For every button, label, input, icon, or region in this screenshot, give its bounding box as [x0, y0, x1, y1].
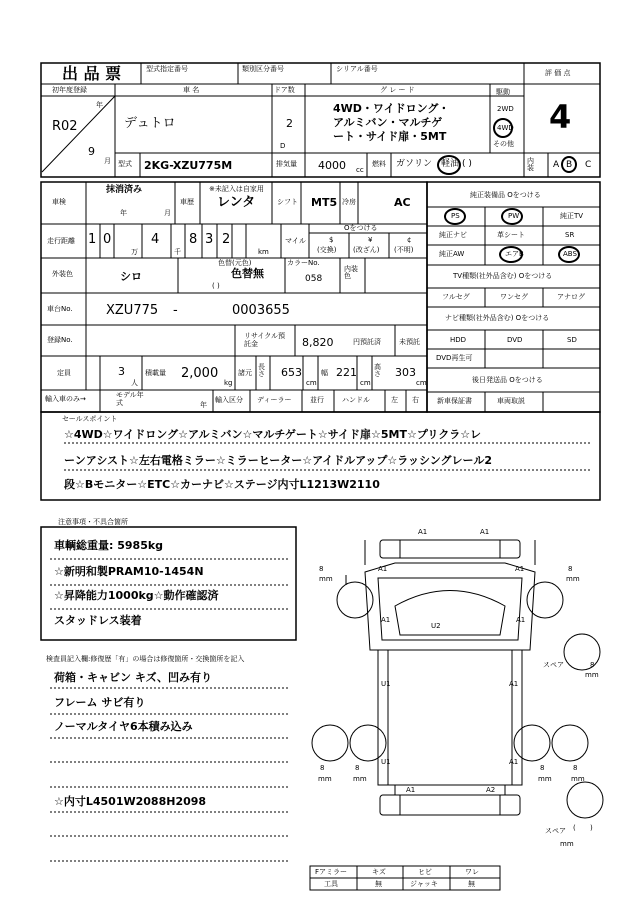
reg-label: 初年度登録 [52, 86, 87, 94]
odo-3-note: (不明) [394, 246, 414, 254]
odo-2-note: (改ざん) [353, 246, 380, 254]
recycle-label: リサイクル預託金 [244, 332, 286, 349]
mileage-man: 万 [131, 248, 138, 256]
month-unit: 月 [104, 157, 111, 165]
doors-value: 2 [286, 117, 293, 130]
equip-aw: 純正AW [439, 250, 465, 258]
spare-2-unit: mm [560, 840, 574, 848]
height-unit: cm [416, 379, 427, 387]
usage-note: ※未記入は自家用 [209, 185, 264, 193]
dmg-rear-right: A2 [486, 786, 496, 794]
mileage-label: 走行距離 [47, 237, 75, 245]
int-color-label: 内装色 [344, 265, 358, 280]
note-1: 車輌総重量: 5985kg [54, 539, 164, 552]
year-unit: 年 [96, 101, 103, 109]
capacity-value: 3 [118, 365, 125, 378]
interior-label: 内装 [527, 157, 534, 172]
equip-tv: 純正TV [560, 212, 584, 220]
after-warranty: 新車保証書 [437, 397, 472, 405]
equip-navi: 純正ナビ [439, 231, 467, 239]
import-label: 輸入車のみ→ [45, 395, 86, 403]
notes-title: 注意事項・不具合箇所 [58, 518, 128, 526]
sales-label: セールスポイント [62, 415, 118, 423]
serial-label: シリアル番号 [336, 65, 378, 73]
recolor-label: 色替(元色) [218, 259, 252, 267]
mileage-km: km [258, 248, 269, 256]
tire-fl-unit: mm [319, 575, 333, 583]
disp-label: 排気量 [276, 160, 297, 168]
equip-pw-circle [501, 208, 523, 225]
drive-2wd: 2WD [497, 105, 514, 113]
shift-label: シフト [277, 198, 298, 206]
dmg-front-left: A1 [418, 528, 428, 536]
colorno-value: 058 [305, 274, 323, 284]
ac-label: 冷房 [342, 198, 356, 206]
mileage-d4: 8 [189, 232, 198, 247]
dmg-cab-right: A1 [515, 565, 525, 573]
model-value: 2KG-XZU775M [144, 159, 233, 172]
colorno-label: カラーNo. [287, 259, 320, 267]
disp-value: 4000 [318, 159, 346, 172]
note-2: ☆新明和製PRAM10-1454N [54, 565, 204, 578]
legend-crack: ヒビ [418, 868, 432, 876]
color-value: シロ [120, 270, 142, 283]
score-value: 4 [549, 98, 572, 136]
length-label: 長さ [258, 363, 265, 378]
capacity-label: 定員 [57, 369, 71, 377]
interior-c: C [585, 160, 592, 170]
equip-pw: PW [508, 212, 520, 220]
car-name: デュトロ [124, 116, 176, 131]
regno-label: 登録No. [47, 336, 73, 344]
equip-title: 純正装備品 Oをつける [470, 191, 541, 199]
after-title: 後日発送品 Oをつける [472, 376, 543, 384]
tv-fullseg: フルセグ [442, 293, 470, 301]
odo-2-sym: ¥ [368, 236, 373, 244]
inspect-label: 車検 [52, 198, 66, 206]
name-label: 車 名 [183, 86, 200, 94]
spare-2-label: スペア [545, 827, 566, 835]
spare-2-bracket-close: ) [590, 824, 593, 832]
class-label: 類別区分番号 [242, 65, 284, 73]
doors-label: ドア数 [274, 86, 295, 94]
tv-oneseg: ワンセグ [500, 293, 528, 301]
inspect-value: 抹消済み [106, 185, 143, 195]
inspector-3: ノーマルタイヤ6本積み込み [54, 720, 193, 733]
disp-unit: cc [356, 166, 364, 174]
note-4: スタッドレス装着 [54, 614, 142, 627]
recycle-not: 未預託 [399, 338, 420, 346]
equip-sr: SR [565, 231, 575, 239]
chassis-a: XZU775 [106, 303, 159, 318]
chassis-dash: - [173, 303, 178, 318]
mileage-d1: 1 [88, 232, 97, 247]
note-3: ☆昇降能力1000kg☆動作確認済 [54, 589, 219, 602]
sales-line-1: ☆4WD☆ワイドロング☆アルミバン☆マルチゲート☆サイド扉☆5MT☆プリクラ☆レ [64, 428, 482, 441]
tire-fr-unit: mm [566, 575, 580, 583]
navi-title: ナビ種類(社外品含む) Oをつける [445, 314, 550, 322]
grade-line-1: 4WD・ワイドロング・ [333, 102, 450, 115]
tv-title: TV種類(社外品含む) Oをつける [453, 272, 553, 280]
odo-label: Oをつける [344, 224, 378, 232]
fuel-diesel: 軽油 [441, 159, 460, 169]
sales-line-2: ーンアシスト☆左右電格ミラー☆ミラーヒーター☆アイドルアップ☆ラッシングレール2 [64, 454, 492, 467]
inspect-month: 月 [164, 209, 171, 217]
legend-break: ワレ [465, 868, 479, 876]
mileage-d6: 2 [222, 232, 231, 247]
fuel-diesel-circle [437, 155, 461, 175]
fuel-gasoline: ガソリン [396, 159, 433, 169]
chassis-label: 車台No. [47, 305, 73, 313]
drive-other: その他 [493, 140, 514, 148]
drive-4wd: 4WD [497, 124, 514, 132]
reg-month: 9 [88, 145, 95, 158]
tire-rr2-value: 8 [573, 764, 578, 772]
tv-analog: アナログ [557, 293, 585, 301]
load-value: 2,000 [181, 366, 219, 381]
legend-jack: ジャッキ [410, 880, 438, 888]
dmg-cab-left: A1 [378, 565, 388, 573]
load-unit: kg [224, 379, 233, 387]
tire-fl-value: 8 [319, 565, 324, 573]
capacity-unit: 人 [131, 379, 138, 387]
dmg-box-right-a: A1 [509, 680, 519, 688]
inspector-6: ☆内寸L4501W2088H2098 [54, 795, 207, 808]
tire-fr-value: 8 [568, 565, 573, 573]
handle-left: 左 [391, 396, 398, 404]
import-class-label: 輸入区分 [215, 396, 243, 404]
grade-label: グ レ ー ド [380, 86, 415, 94]
height-label: 高さ [374, 363, 381, 378]
mile-label: マイル [285, 237, 306, 245]
tire-rr2-unit: mm [571, 775, 585, 783]
legend-f: Fアミラー [315, 868, 348, 876]
equip-abs-circle [558, 246, 580, 263]
tire-rl1-unit: mm [318, 775, 332, 783]
history-label: 車歴 [180, 198, 194, 206]
import-parallel: 並行 [310, 396, 324, 404]
spare-1-unit: mm [585, 671, 599, 679]
legend-jack-value: 無 [468, 880, 475, 888]
handle-right: 右 [412, 396, 419, 404]
equip-ps-circle [444, 208, 466, 225]
dvd-play: DVD再生可 [436, 354, 473, 362]
after-manual: 車両取説 [497, 397, 525, 405]
mileage-d5: 3 [205, 232, 214, 247]
navi-dvd: DVD [507, 336, 523, 344]
odo-3-sym: ¢ [407, 236, 412, 244]
color-label: 外装色 [52, 270, 73, 278]
interior-b-circle [561, 156, 577, 173]
length-value: 653 [281, 366, 302, 379]
length-unit: cm [306, 379, 317, 387]
recycle-deposited: 円預託済 [353, 338, 381, 346]
dmg-box-right-b: A1 [509, 758, 519, 766]
equip-airbag-circle [499, 246, 523, 263]
width-label: 幅 [321, 369, 328, 377]
model-cert-label: 型式指定番号 [146, 65, 188, 73]
dmg-door-left: A1 [381, 616, 391, 624]
sales-line-3: 段☆Bモニター☆ETC☆カーナビ☆ステージ内寸L1213W2110 [64, 478, 380, 491]
load-label: 積載量 [145, 369, 166, 377]
inspector-title: 検査員記入欄:修復歴「有」の場合は修復箇所・交換箇所を記入 [46, 655, 245, 663]
ac-value: AC [394, 196, 411, 209]
dmg-box-left-lower: U1 [381, 758, 391, 766]
drive-label: 駆動 [496, 88, 510, 96]
dmg-front-right: A1 [480, 528, 490, 536]
shift-value: MT5 [311, 196, 338, 209]
width-value: 221 [336, 366, 357, 379]
drive-4wd-circle [493, 118, 513, 138]
equip-leather: 革シート [497, 231, 525, 239]
mileage-sen: 千 [174, 248, 181, 256]
odo-1-note: (交換) [317, 246, 337, 254]
inspect-year: 年 [120, 209, 127, 217]
dmg-roof: U2 [431, 622, 441, 630]
recolor-value: 色替無 [231, 267, 264, 280]
equip-ps: PS [451, 212, 460, 220]
recolor-paren: ( ) [212, 282, 220, 290]
interior-b: B [566, 160, 573, 170]
tire-rr1-unit: mm [538, 775, 552, 783]
spec-label: 諸元 [238, 369, 252, 377]
legend-scratch: キズ [372, 868, 386, 876]
dmg-rear-left: A1 [406, 786, 416, 794]
form-title: 出 品 票 [62, 64, 122, 83]
tire-rl2-value: 8 [355, 764, 360, 772]
reg-era: R02 [52, 119, 78, 134]
legend-tools: 工具 [324, 880, 338, 888]
dmg-door-right: A1 [516, 616, 526, 624]
history-value: レンタ [217, 195, 256, 210]
tire-rl1-value: 8 [320, 764, 325, 772]
inspector-2: フレーム サビ有り [54, 696, 146, 709]
height-value: 303 [395, 366, 416, 379]
spare-1-label: スペア [543, 661, 564, 669]
tire-rl2-unit: mm [353, 775, 367, 783]
odo-1-sym: $ [329, 236, 334, 244]
spare-2-bracket-open: ( [573, 824, 576, 832]
chassis-b: 0003655 [232, 303, 290, 318]
equip-airbag: エアB [505, 250, 524, 258]
legend-tools-value: 無 [375, 880, 382, 888]
tire-rr1-value: 8 [540, 764, 545, 772]
mileage-d2: 0 [103, 232, 112, 247]
fuel-other: ( ) [462, 159, 472, 169]
doors-unit: D [280, 142, 286, 150]
grade-line-3: ート・サイド扉・5MT [333, 130, 447, 143]
mileage-d3: 4 [151, 232, 160, 247]
interior-a: A [553, 160, 560, 170]
import-dealer: ディーラー [257, 396, 292, 404]
grade-line-2: アルミバン・マルチゲ [333, 116, 443, 129]
equip-abs: ABS [563, 250, 577, 258]
recycle-value: 8,820 [302, 336, 334, 349]
dmg-box-left: U1 [381, 680, 391, 688]
navi-sd: SD [567, 336, 577, 344]
score-label: 評 価 点 [545, 69, 571, 77]
model-year-label: モデル年式 [116, 391, 144, 407]
width-unit: cm [360, 379, 371, 387]
handle-label: ハンドル [342, 396, 370, 404]
spare-1-value: 8 [590, 661, 595, 669]
model-year-unit: 年 [200, 401, 207, 409]
navi-hdd: HDD [450, 336, 467, 344]
model-label: 型式 [118, 160, 132, 168]
fuel-label: 燃料 [372, 160, 386, 168]
inspector-1: 荷箱・キャビン キズ、凹み有り [54, 671, 212, 684]
